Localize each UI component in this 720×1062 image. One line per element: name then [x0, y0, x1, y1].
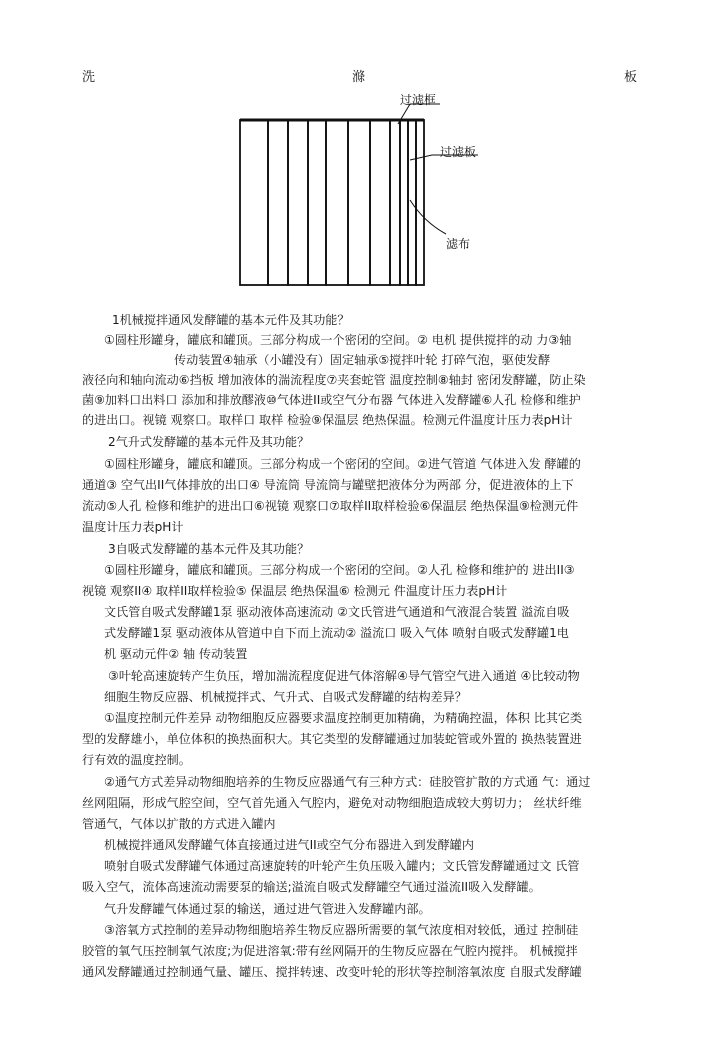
plate-rect	[416, 120, 424, 285]
plate-rect	[400, 120, 408, 285]
text-line: 吸入空气，流体高速流动需要泵的输送;溢流自吸式发酵罐空气通过溢流II吸入发酵罐。	[82, 880, 541, 894]
text-line: 机 驱动元件② 轴 传动装置	[104, 647, 248, 661]
header-right: 板	[624, 70, 638, 85]
filter-frame-label: 过滤框	[400, 93, 437, 107]
text-line: 传动装置④轴承（小罐没有）固定轴承⑤搅拌叶轮 打碎气泡，驱使发酵	[174, 353, 551, 367]
plate-rect	[308, 120, 326, 285]
filter-plate-label: 过滤板	[440, 145, 477, 159]
text-line: 机械搅拌通风发酵罐气体直接通过进气II或空气分布器进入到发酵罐内	[104, 838, 474, 852]
text-line: 通风发酵罐通过控制通气量、罐压、搅拌转速、改变叶轮的形状等控制溶氧浓度 自服式发酵罐	[82, 965, 582, 979]
plate-rect	[288, 120, 308, 285]
text-line: ①圆柱形罐身，罐底和罐顶。三部分构成一个密闭的空间。②进气管道 气体进入发 酵罐的	[104, 457, 581, 471]
text-line: ①温度控制元件差异 动物细胞反应器要求温度控制更加精确，为精确控温，体积 比其它类	[104, 711, 583, 725]
plate-rect	[240, 120, 268, 285]
text-line: ②通气方式差异动物细胞培养的生物反应器通气有三种方式：硅胶管扩散的方式通 气：通过	[104, 775, 591, 789]
text-line: ③叶轮高速旋转产生负压，增加湍流程度促进气体溶解④导气管空气进入通道 ④比较动物	[108, 669, 580, 683]
text-line: 文氏管自吸式发酵罐1泵 驱动液体高速流动 ②文氏管进气通道和气液混合装置 溢流自吸	[104, 605, 570, 619]
text-line: 式发酵罐1泵 驱动液体从管道中自下而上流动② 溢流口 吸入气体 喷射自吸式发酵罐1电	[104, 626, 569, 640]
text-line: 胶管的氧气压控制氧气浓度;为促进溶氧:带有丝网隔开的生物反应器在气腔内搅拌。 机械搅拌	[82, 944, 578, 958]
header-left: 洗	[82, 70, 96, 85]
question-heading: 3自吸式发酵罐的基本元件及其功能？	[108, 542, 310, 556]
text-line: ①圆柱形罐身，罐底和罐顶。三部分构成一个密闭的空间。② 电机 提供搅拌的动 力③轴	[104, 333, 572, 347]
header-center: 滌	[352, 70, 366, 85]
text-line: 视镜 观察II④ 取样II取样检验⑤ 保温层 绝热保温⑥ 检测元 件温度计压力表pH计	[82, 584, 508, 598]
plate-rect	[326, 120, 348, 285]
text-line: 丝网阻隔，形成气腔空间，空气首先通入气腔内，避免对动物细胞造成较大剪切力； 丝状纤维	[82, 796, 582, 810]
text-line: 细胞生物反应器、机械搅拌式、气升式、自吸式发酵罐的结构差异？	[104, 690, 467, 704]
filter-cloth-label: 滤布	[446, 237, 471, 251]
plate-rect	[348, 120, 370, 285]
text-line: 流动⑤人孔 检修和维护的进出口⑥视镜 观察口⑦取样II取样检验⑥保温层 绝热保温⑨检测元件	[82, 499, 579, 513]
plate-rect	[268, 120, 288, 285]
text-line: 管通气，气体以扩散的方式进入罐内	[82, 817, 276, 831]
text-line: 菌⑨加料口出料口 添加和排放醪液⑩气体进II或空气分布器 气体进入发酵罐⑥人孔 检修和维护	[82, 393, 581, 407]
text-line: 温度计压力表pH计	[82, 520, 184, 534]
text-line: ③溶氧方式控制的差异动物细胞培养生物反应器所需要的氧气浓度相对较低，通过 控制硅	[104, 923, 579, 937]
plate-rect	[370, 120, 390, 285]
question-heading: 2气升式发酵罐的基本元件及其功能？	[108, 435, 310, 449]
text-line: 气升发酵罐气体通过泵的输送，通过进气管进入发酵罐内部。	[104, 902, 431, 916]
question-heading: 1机械搅拌通风发酵罐的基本元件及其功能？	[112, 313, 350, 327]
filter-press-diagram	[0, 0, 720, 310]
text-line: 行有效的温度控制。	[82, 753, 191, 767]
plate-rect	[390, 120, 400, 285]
text-line: 喷射自吸式发酵罐气体通过高速旋转的叶轮产生负压吸入罐内；文氏管发酵罐通过文 氏管	[104, 859, 580, 873]
text-line: 的进出口。视镜 观察口。取样口 取样 检验⑨保温层 绝热保温。检测元件温度计压力表pH计	[82, 413, 573, 427]
text-line: ①圆柱形罐身，罐底和罐顶。三部分构成一个密闭的空间。②人孔 检修和维护的 进出II③	[104, 563, 575, 577]
text-line: 型的发酵雄小，单位体积的换热面积大。其它类型的发酵罐通过加装蛇管或外置的 换热装置进	[82, 732, 582, 746]
text-line: 液径向和轴向流动⑥挡板 增加液体的湍流程度⑦夹套蛇管 温度控制⑧轴封 密闭发酵罐，防止染	[82, 373, 586, 387]
text-line: 通道③ 空气出II气体排放的出口④ 导流筒 导流筒与罐壁把液体分为两部 分，促进液体的上下	[82, 478, 574, 492]
